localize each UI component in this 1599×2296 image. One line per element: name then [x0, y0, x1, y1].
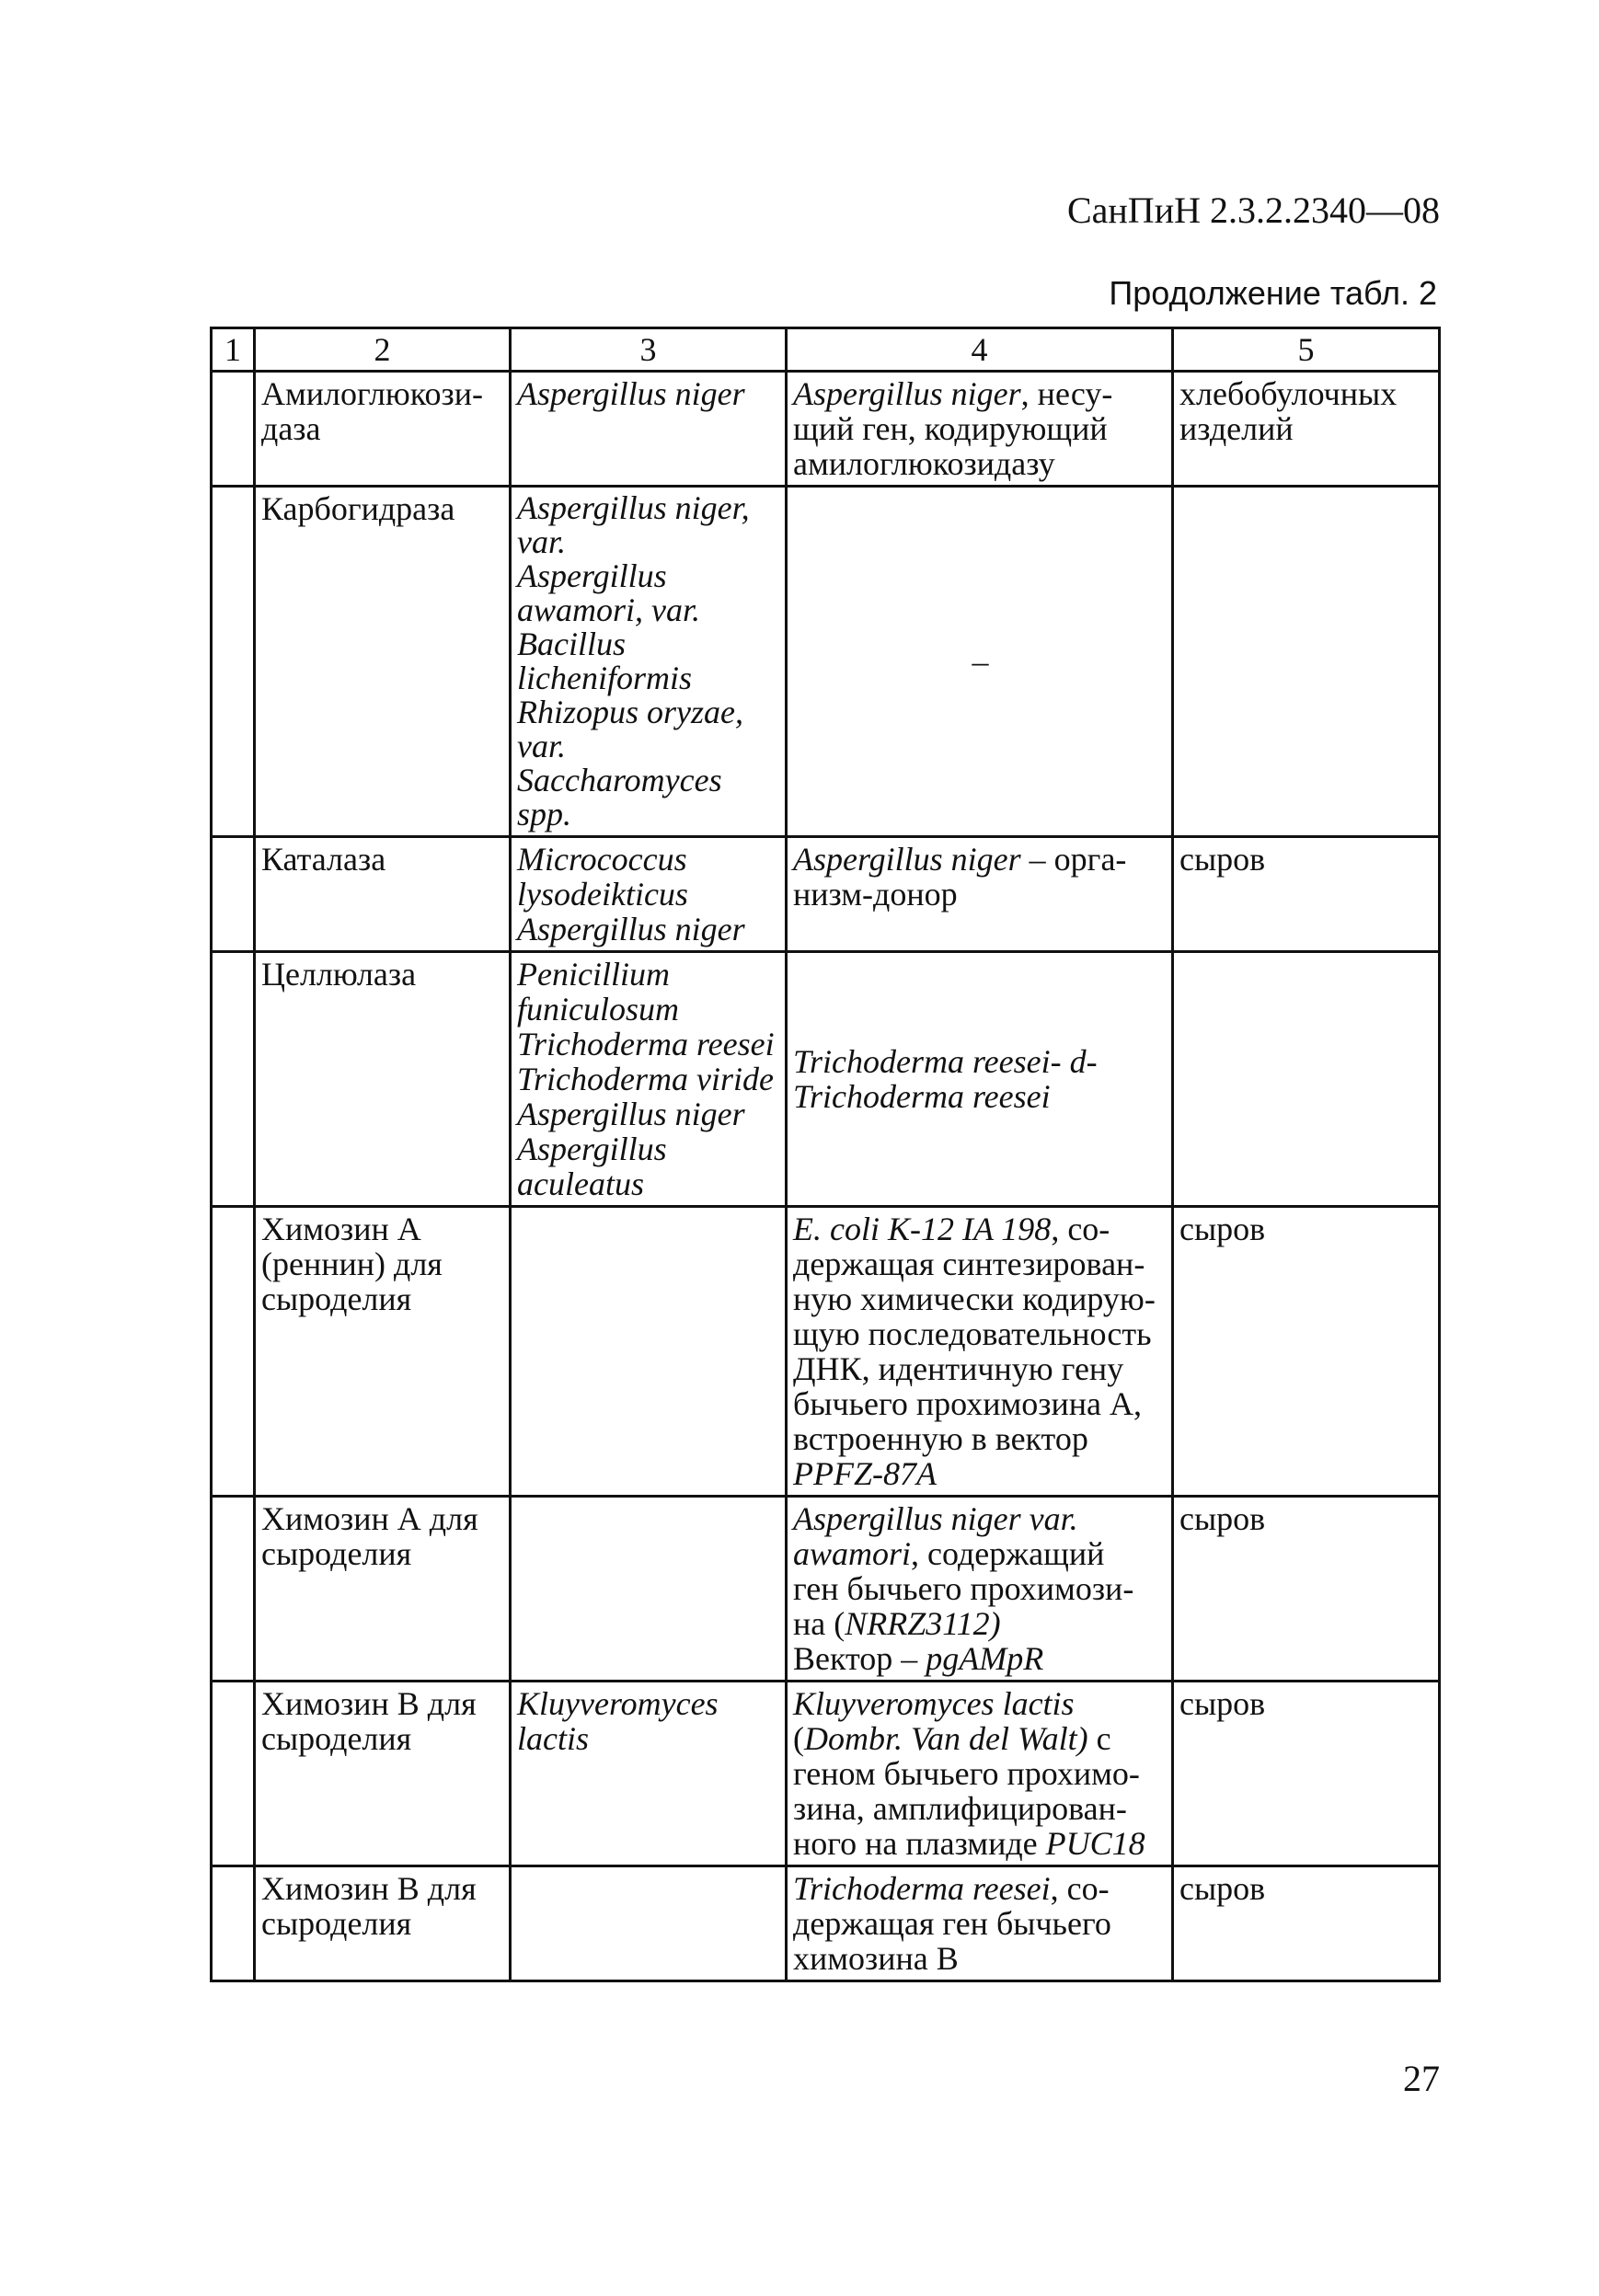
column-number: 2: [255, 328, 511, 372]
table-row: [212, 1682, 1440, 1866]
producer-strain: Aspergillus niger: [511, 372, 787, 487]
cell-col1: [212, 1866, 255, 1981]
table-row: [212, 837, 1440, 952]
column-number-row: [212, 328, 1440, 372]
gmo-source: Trichoderma reesei, со- держащая ген бычьего химозина В: [787, 1866, 1173, 1981]
enzyme-name: Химозин В для сыроделия: [255, 1682, 511, 1866]
table-row: [212, 952, 1440, 1207]
application: сыров: [1173, 1497, 1440, 1682]
gmo-source: Aspergillus niger, несу- щий ген, кодирующий амилоглюкозидазу: [787, 372, 1173, 487]
producer-strain: Penicillium funiculosum Trichoderma reesei Trichoderma viride Aspergillus niger Aspergillus aculeatus: [511, 952, 787, 1207]
gmo-source: Aspergillus niger var. awamori, содержащий ген бычьего прохимози- на (NRRZ3112) Вектор – pgAMpR: [787, 1497, 1173, 1682]
gmo-source: Kluyveromyces lactis (Dombr. Van del Walt) с геном бычьего прохимо- зина, амплифицирован- ного на плазмиде PUC18: [787, 1682, 1173, 1866]
cell-col1: [212, 952, 255, 1207]
enzyme-name: Каталаза: [255, 837, 511, 952]
producer-strain: Micrococcus lysodeikticus Aspergillus niger: [511, 837, 787, 952]
application: сыров: [1173, 1207, 1440, 1497]
enzyme-name: Химозин А для сыроделия: [255, 1497, 511, 1682]
producer-strain: [511, 1207, 787, 1497]
application: хлебобулочных изделий: [1173, 372, 1440, 487]
table-row: [212, 372, 1440, 487]
enzyme-name: Целлюлаза: [255, 952, 511, 1207]
page-number: 27: [1403, 2058, 1440, 2099]
application: [1173, 487, 1440, 837]
document-code: СанПиН 2.3.2.2340—08: [1066, 189, 1440, 231]
table-caption: Продолжение табл. 2: [1109, 274, 1437, 312]
producer-strain: Aspergillus niger, var. Aspergillus awamori, var. Bacillus licheniformis Rhizopus oryzae, var. Saccharomyces spp.: [511, 487, 787, 837]
column-number: 3: [511, 328, 787, 372]
application: [1173, 952, 1440, 1207]
enzyme-name: Карбогидраза: [255, 487, 511, 837]
enzyme-table: [210, 327, 1441, 1982]
application: сыров: [1173, 837, 1440, 952]
application: сыров: [1173, 1682, 1440, 1866]
table-row: [212, 1866, 1440, 1981]
gmo-source: E. coli K-12 IA 198, со- держащая синтезирован- ную химически кодирую- щую последовательность ДНК, идентичную гену бычьего прохимозина А, встроенную в вектор PPFZ-87A: [787, 1207, 1173, 1497]
enzyme-name: Химозин А (реннин) для сыроделия: [255, 1207, 511, 1497]
cell-col1: [212, 487, 255, 837]
table-row: [212, 1207, 1440, 1497]
producer-strain: [511, 1866, 787, 1981]
gmo-source: Aspergillus niger – орга- низм-донор: [787, 837, 1173, 952]
cell-col1: [212, 837, 255, 952]
producer-strain: [511, 1497, 787, 1682]
column-number: 4: [787, 328, 1173, 372]
cell-col1: [212, 1682, 255, 1866]
column-number: 1: [212, 328, 255, 372]
enzyme-name: Химозин В для сыроделия: [255, 1866, 511, 1981]
table-row: [212, 487, 1440, 837]
enzyme-name: Амилоглюкози- даза: [255, 372, 511, 487]
cell-col1: [212, 1207, 255, 1497]
gmo-source: Trichoderma reesei- d- Trichoderma reesei: [787, 952, 1173, 1207]
application: сыров: [1173, 1866, 1440, 1981]
cell-col1: [212, 1497, 255, 1682]
column-number: 5: [1173, 328, 1440, 372]
gmo-source: –: [787, 487, 1173, 837]
table-row: [212, 1497, 1440, 1682]
cell-col1: [212, 372, 255, 487]
producer-strain: Kluyveromyces lactis: [511, 1682, 787, 1866]
